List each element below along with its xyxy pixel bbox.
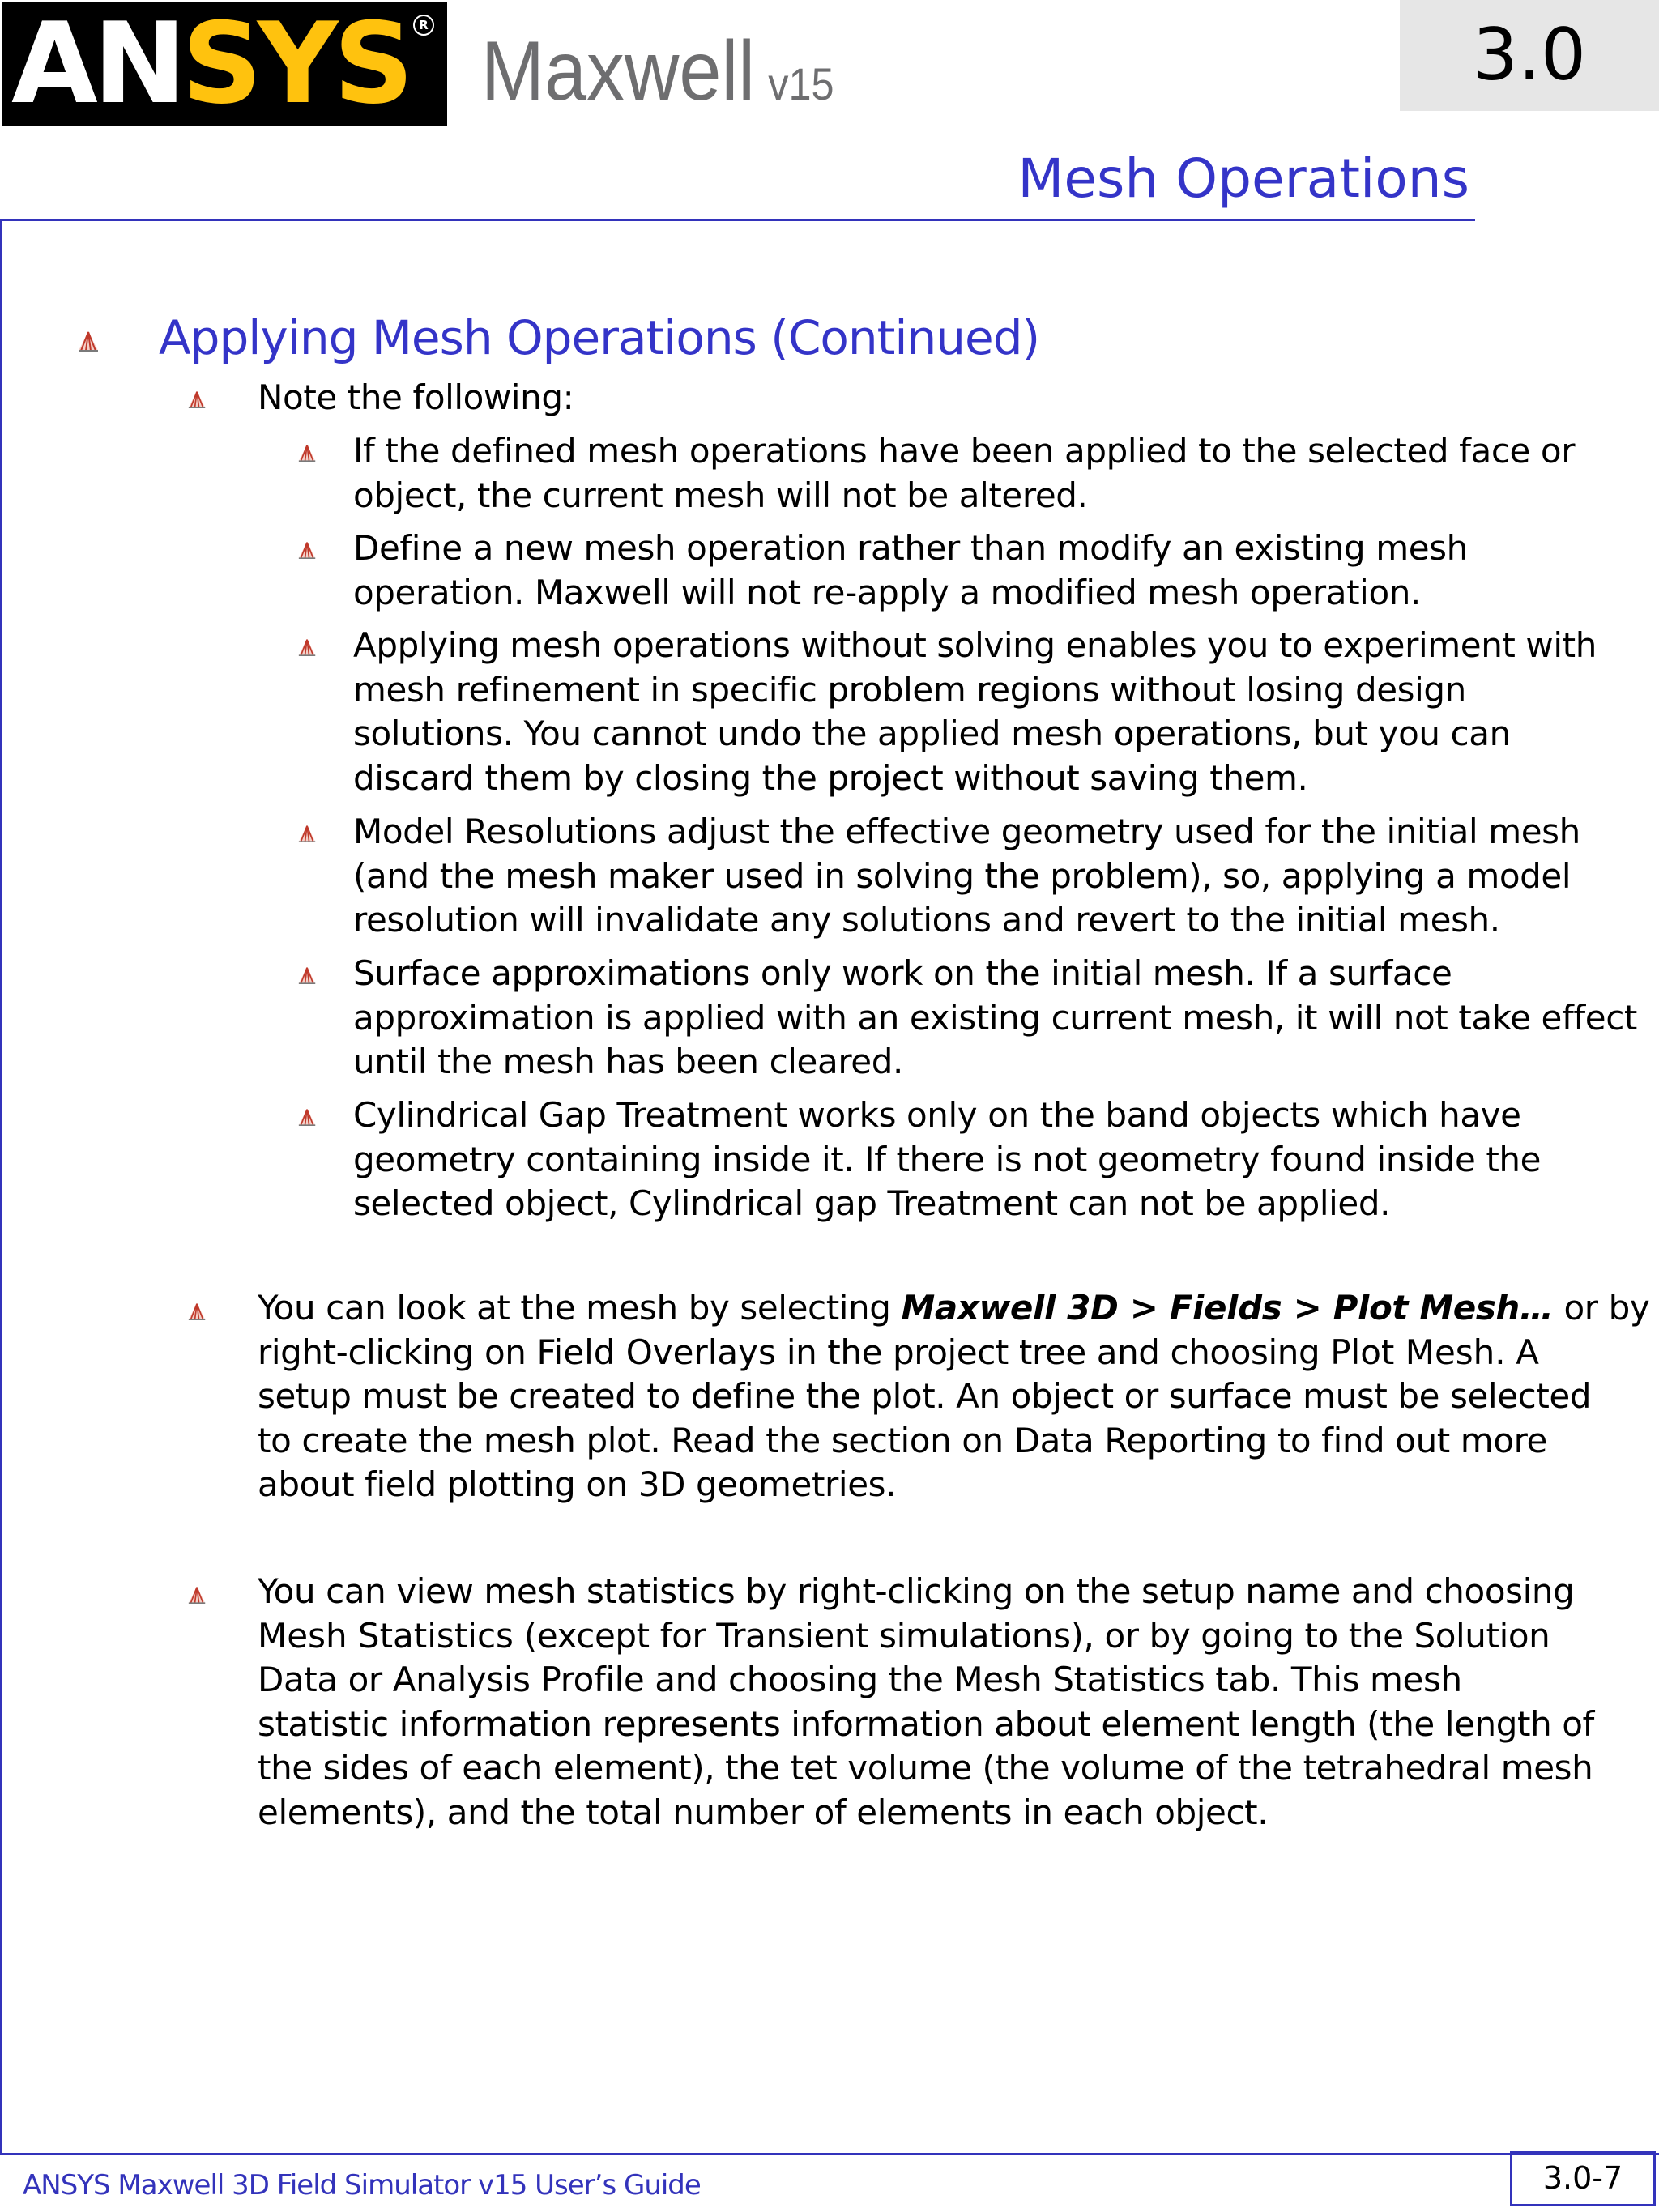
page-number: 3.0-7 (1510, 2151, 1656, 2206)
text-line: the sides of each element), the tet volume (the volume of the tetrahedral mesh (258, 1748, 1593, 1788)
triangle-bullet-icon (188, 1302, 206, 1320)
ansys-logo (2, 0, 447, 129)
section-title: Mesh Operations (1017, 147, 1469, 210)
note-line: mesh refinement in specific problem regions without losing design (353, 669, 1466, 710)
text-run: or by (1553, 1288, 1650, 1328)
note-item (353, 429, 1575, 518)
note-item (353, 624, 1597, 800)
product-title (481, 23, 834, 133)
triangle-bullet-icon (188, 1586, 206, 1604)
footer-guide-title: ANSYS Maxwell 3D Field Simulator v15 User’s Guide (23, 2169, 701, 2201)
text-line: statistic information represents information about element length (the length of (258, 1703, 1594, 1744)
logo-an-text: AN (11, 0, 182, 129)
mesh-statistics-paragraph (258, 1570, 1594, 1835)
plot-mesh-paragraph (258, 1286, 1649, 1507)
product-version: v15 (768, 58, 834, 109)
text-line: setup must be created to define the plot. An object or surface must be selected (258, 1376, 1592, 1416)
registered-mark: R (413, 15, 434, 36)
note-line: Define a new mesh operation rather than modify an existing mesh (353, 528, 1468, 568)
triangle-bullet-icon (298, 638, 316, 656)
note-line: solutions. You cannot undo the applied mesh operations, but you can (353, 714, 1511, 753)
footer-rule (0, 2153, 1659, 2155)
note-item (353, 1093, 1541, 1226)
note-line: object, the current mesh will not be altered. (353, 475, 1088, 515)
note-line: (and the mesh maker used in solving the problem), so, applying a model (353, 855, 1572, 896)
plot-mesh-term: Plot Mesh (1330, 1332, 1495, 1372)
text-line: to create the mesh plot. Read the section on Data Reporting to find out more (258, 1420, 1547, 1460)
text-line: Data or Analysis Profile and choosing the Mesh Statistics tab. This mesh (258, 1660, 1462, 1699)
note-line: operation. Maxwell will not re-apply a modified mesh operation. (353, 572, 1421, 612)
text-run: . A (1495, 1332, 1539, 1372)
note-line: Model Resolutions adjust the effective geometry used for the initial mesh (353, 812, 1580, 851)
note-line: If the defined mesh operations have been applied to the selected face or (353, 431, 1576, 471)
note-line: approximation is applied with an existing current mesh, it will not take effect (353, 997, 1637, 1038)
triangle-bullet-icon (298, 825, 316, 842)
triangle-bullet-icon (78, 330, 99, 352)
text-line: about field plotting on 3D geometries. (258, 1464, 897, 1504)
chapter-number: 3.0 (1473, 13, 1586, 96)
text-run: (except for Transient simulations), or by going to the Solution (513, 1615, 1550, 1656)
note-line: resolution will invalidate any solutions and revert to the initial mesh. (353, 900, 1500, 940)
note-line: geometry containing inside it. If there is not geometry found inside the (353, 1139, 1542, 1179)
text-line (258, 1331, 1649, 1375)
note-line: Applying mesh operations without solving enables you to experiment with (353, 625, 1597, 665)
logo-sys-text: SYS (181, 0, 410, 129)
menu-path-plot-mesh: Maxwell 3D > Fields > Plot Mesh… (901, 1288, 1554, 1328)
note-item (353, 952, 1637, 1085)
page-heading: Applying Mesh Operations (Continued) (159, 310, 1040, 365)
note-line: until the mesh has been cleared. (353, 1042, 903, 1081)
triangle-bullet-icon (298, 966, 316, 984)
text-line (258, 1286, 1649, 1331)
note-intro: Note the following: (258, 377, 574, 417)
note-line: Cylindrical Gap Treatment works only on the band objects which have (353, 1095, 1521, 1135)
triangle-bullet-icon (298, 541, 316, 559)
field-overlays-term: Field Overlays (536, 1332, 776, 1372)
triangle-bullet-icon (188, 390, 206, 408)
text-line: You can view mesh statistics by right-clicking on the setup name and choosing (258, 1571, 1575, 1611)
mesh-statistics-term: Mesh Statistics (258, 1615, 514, 1656)
text-line: elements), and the total number of elements in each object. (258, 1792, 1269, 1832)
text-run: right-clicking on (258, 1332, 537, 1372)
text-run: in the project tree and choosing (775, 1332, 1331, 1372)
note-item (353, 526, 1468, 615)
text-line (258, 1614, 1594, 1659)
triangle-bullet-icon (298, 444, 316, 462)
product-name: Maxwell (481, 24, 756, 118)
chapter-number-box (1400, 0, 1659, 111)
text-run: You can look at the mesh by selecting (258, 1288, 902, 1328)
note-line: discard them by closing the project without saving them. (353, 757, 1308, 798)
note-line: Surface approximations only work on the initial mesh. If a surface (353, 953, 1452, 993)
note-line: selected object, Cylindrical gap Treatment can not be applied. (353, 1183, 1391, 1223)
note-item (353, 810, 1580, 943)
triangle-bullet-icon (298, 1108, 316, 1126)
